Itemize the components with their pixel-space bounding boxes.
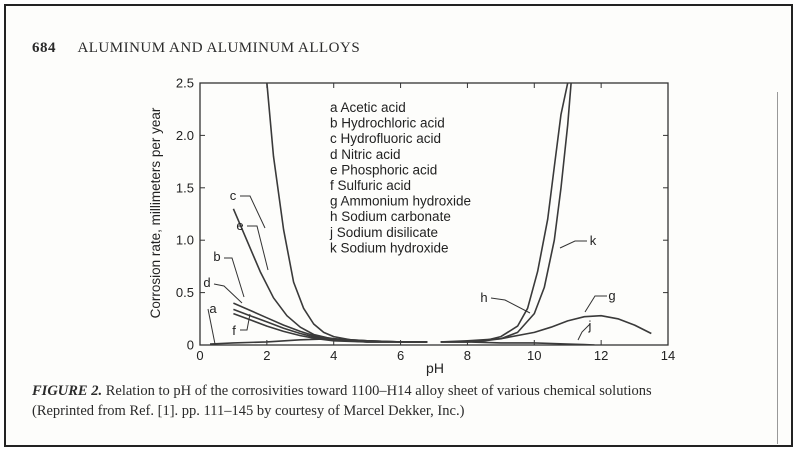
running-title: ALUMINUM AND ALUMINUM ALLOYS xyxy=(77,40,361,56)
legend-entry: f Sulfuric acid xyxy=(330,178,412,193)
figure-caption-label: FIGURE 2. xyxy=(32,383,103,399)
legend-entry: h Sodium carbonate xyxy=(330,209,451,225)
callout-leader-c xyxy=(240,196,265,228)
curve-k xyxy=(441,83,571,342)
callout-label-k: k xyxy=(589,233,597,248)
x-tick-label: 12 xyxy=(593,348,609,363)
legend-entry: k Sodium hydroxide xyxy=(330,240,449,256)
x-tick-label: 2 xyxy=(263,348,271,363)
callout-label-j: j xyxy=(588,318,592,333)
legend-entry: c Hydrofluoric acid xyxy=(330,131,442,147)
callout-leader-g xyxy=(585,296,607,312)
callout-label-f: f xyxy=(232,323,236,338)
figure-caption xyxy=(32,381,777,421)
callout-leader-h xyxy=(491,298,530,313)
legend-entry: g Ammonium hydroxide xyxy=(330,193,472,209)
y-tick-label: 2.0 xyxy=(175,127,194,143)
callout-label-e: e xyxy=(236,218,244,233)
y-tick-label: 0.5 xyxy=(175,285,194,301)
legend-entry: a Acetic acid xyxy=(330,100,406,115)
callout-label-b: b xyxy=(213,249,221,264)
x-axis-label: pH xyxy=(426,360,444,376)
callout-leader-d xyxy=(214,284,242,303)
y-tick-label: 1.0 xyxy=(175,232,194,248)
x-tick-label: 14 xyxy=(660,348,676,363)
callout-leader-k xyxy=(560,241,587,248)
legend-entry: e Phosphoric acid xyxy=(330,162,438,178)
y-axis-label: Corrosion rate, millimeters per year xyxy=(148,107,163,319)
curve-a xyxy=(210,339,427,344)
curve-g xyxy=(441,316,652,342)
x-tick-label: 6 xyxy=(396,348,405,363)
callout-leader-b xyxy=(224,258,244,297)
curve-h xyxy=(441,83,568,342)
y-tick-label: 1.5 xyxy=(175,180,194,196)
chart-legend xyxy=(329,100,471,255)
legend-entry: b Hydrochloric acid xyxy=(330,115,445,131)
callout-label-a: a xyxy=(209,301,217,316)
callout-label-c: c xyxy=(229,188,237,203)
legend-entry: d Nitric acid xyxy=(330,146,401,162)
x-tick-label: 0 xyxy=(196,348,204,363)
callout-label-h: h xyxy=(480,290,488,305)
x-tick-label: 8 xyxy=(463,348,472,363)
figure-caption-text: Relation to pH of the corrosivities toward 1100–H14 alloy sheet of various chemical solutions xyxy=(105,383,652,399)
legend-entry: j Sodium disilicate xyxy=(330,224,439,240)
page-number: 684 xyxy=(32,40,56,56)
figure-caption-credit: (Reprinted from Ref. [1]. pp. 111–145 by courtesy of Marcel Dekker, Inc.) xyxy=(32,403,465,419)
x-tick-label: 10 xyxy=(527,348,542,363)
curve-b xyxy=(233,303,427,342)
callout-label-g: g xyxy=(608,288,616,303)
callout-label-d: d xyxy=(203,275,211,290)
y-tick-label: 2.5 xyxy=(175,75,194,91)
y-tick-label: 0 xyxy=(186,337,194,353)
curve-d xyxy=(233,309,427,342)
x-tick-label: 4 xyxy=(330,348,338,363)
